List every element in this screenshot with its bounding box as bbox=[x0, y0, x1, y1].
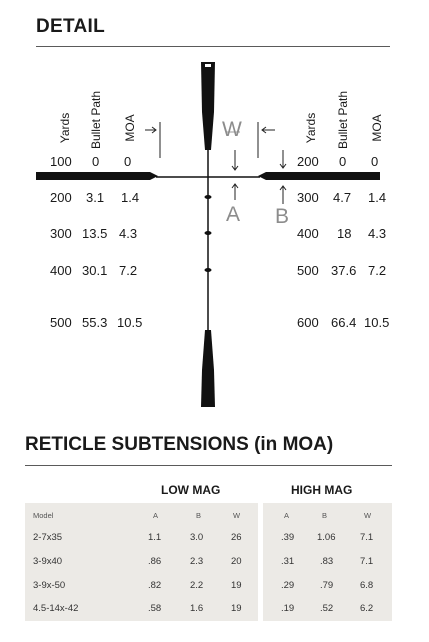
reticle-left-post bbox=[36, 172, 158, 180]
right-header-moa: MOA bbox=[370, 114, 384, 142]
table-header-high-b: B bbox=[322, 511, 328, 520]
reticle-dot-3 bbox=[205, 268, 212, 272]
table-row-2-low-w: 20 bbox=[231, 556, 242, 567]
table-row-3-model: 3-9x-50 bbox=[33, 580, 66, 591]
high-mag-heading: HIGH MAG bbox=[291, 483, 353, 497]
table-row-2-high-w: 7.1 bbox=[360, 556, 374, 567]
table-row-1-high-w: 7.1 bbox=[360, 532, 374, 543]
reticle-dot-2 bbox=[205, 231, 212, 235]
table-row-1-low-a: 1.1 bbox=[148, 532, 162, 543]
label-w: W bbox=[222, 118, 242, 141]
right-header-bullet-path: Bullet Path bbox=[336, 90, 350, 150]
table-row-3-high-b: .79 bbox=[320, 580, 334, 591]
table-row-3-low-b: 2.2 bbox=[190, 580, 204, 591]
table-row-1-high-a: .39 bbox=[281, 532, 295, 543]
table-row-2-low-a: .86 bbox=[148, 556, 162, 567]
table-row-1-low-b: 3.0 bbox=[190, 532, 204, 543]
right-row-5-moa: 10.5 bbox=[364, 315, 390, 330]
detail-title: DETAIL bbox=[36, 16, 105, 37]
table-header-low-w: W bbox=[233, 511, 241, 520]
table-row-3-low-a: .82 bbox=[148, 580, 162, 591]
table-header-high-a: A bbox=[284, 511, 290, 520]
table-row-2-low-b: 2.3 bbox=[190, 556, 204, 567]
right-row-5-path: 66.4 bbox=[331, 315, 357, 330]
reticle-right-post bbox=[258, 172, 380, 180]
table-row-2-high-b: .83 bbox=[320, 556, 334, 567]
table-row-4-low-a: .58 bbox=[148, 603, 162, 614]
left-row-5-moa: 10.5 bbox=[117, 315, 143, 330]
label-a: A bbox=[226, 203, 241, 226]
right-row-3-moa: 4.3 bbox=[368, 226, 387, 241]
right-row-1-moa: 0 bbox=[371, 154, 379, 169]
left-row-2-path: 3.1 bbox=[86, 190, 105, 205]
left-row-1-moa: 0 bbox=[124, 154, 132, 169]
table-row-4-low-b: 1.6 bbox=[190, 603, 204, 614]
label-b: B bbox=[275, 205, 290, 228]
left-row-5-path: 55.3 bbox=[82, 315, 108, 330]
table-row-1-model: 2-7x35 bbox=[33, 532, 63, 543]
left-row-4-yards: 400 bbox=[50, 263, 72, 278]
table-row-4-high-w: 6.2 bbox=[360, 603, 374, 614]
table-row-4-low-w: 19 bbox=[231, 603, 242, 614]
reticle-top-post bbox=[201, 62, 215, 150]
right-row-4-path: 37.6 bbox=[331, 263, 357, 278]
left-row-2-moa: 1.4 bbox=[121, 190, 140, 205]
right-row-2-yards: 300 bbox=[297, 190, 319, 205]
reticle-dot-1 bbox=[205, 195, 212, 199]
right-row-1-yards: 200 bbox=[297, 154, 319, 169]
table-row-2-high-a: .31 bbox=[281, 556, 295, 567]
table-row-2-model: 3-9x40 bbox=[33, 556, 63, 567]
right-header-yards: Yards bbox=[304, 112, 318, 144]
table-header-model: Model bbox=[33, 511, 54, 520]
left-header-moa: MOA bbox=[123, 114, 137, 142]
right-row-3-path: 18 bbox=[337, 226, 352, 241]
left-row-3-path: 13.5 bbox=[82, 226, 108, 241]
right-row-2-moa: 1.4 bbox=[368, 190, 387, 205]
subtensions-title: RETICLE SUBTENSIONS (in MOA) bbox=[25, 434, 334, 455]
right-row-1-path: 0 bbox=[339, 154, 347, 169]
left-row-1-yards: 100 bbox=[50, 154, 72, 169]
subtensions-divider bbox=[25, 465, 392, 466]
right-row-5-yards: 600 bbox=[297, 315, 319, 330]
table-header-low-a: A bbox=[153, 511, 159, 520]
table-row-4-high-b: .52 bbox=[320, 603, 334, 614]
table-row-1-high-b: 1.06 bbox=[317, 532, 336, 543]
right-row-3-yards: 400 bbox=[297, 226, 319, 241]
left-header-yards: Yards bbox=[58, 112, 72, 144]
reticle-bottom-post bbox=[201, 330, 215, 407]
table-row-3-low-w: 19 bbox=[231, 580, 242, 591]
low-mag-heading: LOW MAG bbox=[161, 483, 221, 497]
table-row-1-low-w: 26 bbox=[231, 532, 242, 543]
table-header-high-w: W bbox=[364, 511, 372, 520]
table-row-4-high-a: .19 bbox=[281, 603, 295, 614]
table-row-3-high-w: 6.8 bbox=[360, 580, 374, 591]
left-row-4-moa: 7.2 bbox=[119, 263, 138, 278]
left-row-3-yards: 300 bbox=[50, 226, 72, 241]
table-row-4-model: 4.5-14x-42 bbox=[33, 603, 79, 614]
left-row-5-yards: 500 bbox=[50, 315, 72, 330]
left-row-1-path: 0 bbox=[92, 154, 100, 169]
table-row-3-high-a: .29 bbox=[281, 580, 295, 591]
right-row-2-path: 4.7 bbox=[333, 190, 352, 205]
right-row-4-yards: 500 bbox=[297, 263, 319, 278]
left-row-2-yards: 200 bbox=[50, 190, 72, 205]
left-row-3-moa: 4.3 bbox=[119, 226, 138, 241]
table-header-low-b: B bbox=[196, 511, 202, 520]
right-row-4-moa: 7.2 bbox=[368, 263, 387, 278]
left-row-4-path: 30.1 bbox=[82, 263, 108, 278]
left-header-bullet-path: Bullet Path bbox=[89, 90, 103, 150]
